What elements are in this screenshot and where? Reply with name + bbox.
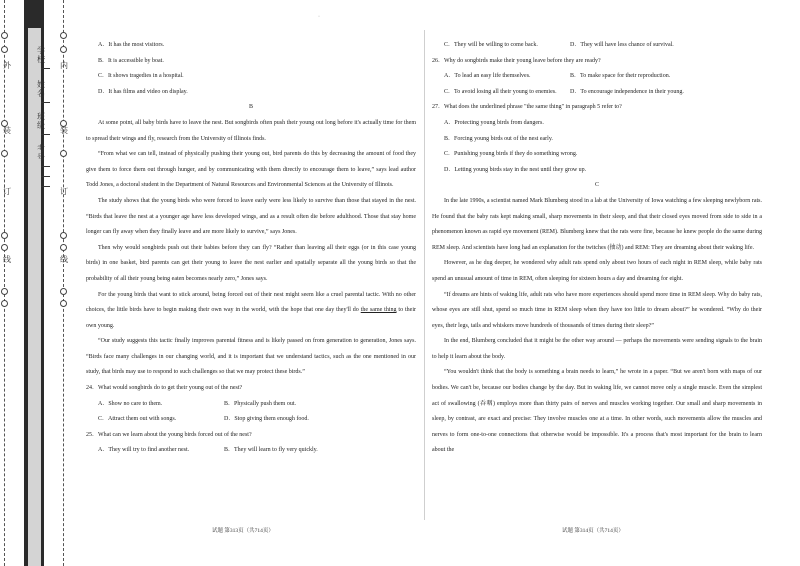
field-line xyxy=(41,166,50,167)
field-line xyxy=(41,186,50,187)
option-line: B．It is accessible by boat. xyxy=(98,57,164,64)
passage-c-paragraph: “You wouldn't think that the body is something a brain needs to learn,” he wrote in a paper. “But we aren't born with maps of our bodies. We can't be, because our bodies change by the day. But in waking life, we cannot move only a single muscle. Even the simplest act of swallowing (吞咽) employs more than thirty pairs of nerves and muscles working together. Our small and sharp movements in sleep, by contrast, are exact and precise: They involve muscles one at a time. In other words, such movements allow the muscles and nerves to form one-to-one connections that otherwise would be impossible. It's a process that's most important for the brain to learn about the xyxy=(432,369,762,454)
option-a: A．To lead an easy life themselves. xyxy=(444,73,531,80)
option-c: C．To avoid losing all their young to enemies. xyxy=(444,88,557,95)
passage-b-paragraph xyxy=(86,288,416,335)
field-name-label: 姓名 xyxy=(37,80,45,98)
passage-c-paragraph: In the end, Blumberg concluded that it might be the other way around — perhaps the movements were sending signals to the brain to help it learn about the body. xyxy=(432,338,762,360)
binding-hole xyxy=(1,232,8,239)
binding-hole xyxy=(60,32,67,39)
page-footer-right: 试题 第314页（共714页） xyxy=(562,528,624,534)
passage-c-paragraph: “If dreams are hints of waking life, adult rats who have more experiences should spend more time in REM sleep. Why do baby rats, whose eyes are still shut, spend so much time in REM sleep when they have too little to dream about?” he wondered. “Why do their eyes, their legs, tails and whiskers move hundreds of thousands of times during their sleep?” xyxy=(432,291,762,329)
question-25-options-ab xyxy=(86,443,416,459)
question-24-stem: 24．What would songbirds do to get their young out of the nest? xyxy=(86,385,243,392)
margin-label-inner: 内 xyxy=(60,61,68,70)
binding-strip-inner xyxy=(28,28,41,566)
passage-b-paragraph: “Our study suggests this tactic finally improves parental fitness and is likely passed on from generation to generation, Jones says. “Birds face many challenges in our changing world, and it is important that we understand tactics, such as the one mentioned in our study, that birds may use to respond to such challenges so that we may protect these birds.” xyxy=(86,338,416,376)
section-b-heading: B xyxy=(248,104,253,111)
margin-label-outer: 外 xyxy=(3,61,11,70)
inner-cut-line xyxy=(63,0,64,566)
margin-label-binding: 装 xyxy=(60,126,68,135)
option-a: A．Protecting young birds from dangers. xyxy=(444,119,544,126)
field-line xyxy=(41,102,50,103)
right-column xyxy=(432,38,762,459)
section-c-heading: C xyxy=(594,182,599,189)
paragraph-text: For the young birds that want to stick around, being forced out of their nest might seem like a cruel parental tactic. With no other choices, the little birds have to begin making their own way in the world, with the hope that one day they'll do xyxy=(86,291,416,314)
question-24-options-cd xyxy=(86,412,416,428)
margin-label-staple: 订 xyxy=(3,187,11,196)
binding-hole xyxy=(60,244,67,251)
question-24-options-ab xyxy=(86,397,416,413)
option-b: B．They will learn to fly very quickly. xyxy=(224,447,318,454)
field-class-label: 班级 xyxy=(37,112,45,130)
option-a: A．They will try to find another nest. xyxy=(98,447,190,454)
passage-b-paragraph: Then why would songbirds push out their babies before they can fly? “Rather than leaving all their eggs (or in this case young birds) in one basket, bird parents can get their young to leave the nest earlier and spatially separate all the young birds so that the probability of all their young being eaten becomes nearly zero,” Jones says. xyxy=(86,244,416,282)
option-d: D．They will have less chance of survival. xyxy=(570,42,674,48)
left-column xyxy=(86,38,416,459)
question-26-stem: 26．Why do songbirds make their young leave before they are ready? xyxy=(432,57,601,64)
binding-hole xyxy=(1,244,8,251)
option-c: C．Punishing young birds if they do something wrong. xyxy=(444,151,578,158)
option-c: C．They will be willing to come back. xyxy=(444,42,538,48)
binding-hole xyxy=(60,300,67,307)
option-d: D．Stop giving them enough food. xyxy=(224,416,309,423)
passage-b-paragraph: At some point, all baby birds have to leave the nest. But songbirds often push their young out long before it's actually time for them to spread their wings and fly, research from the University of Illinois finds. xyxy=(86,119,416,142)
option-d: D．Letting young birds stay in the nest until they grow up. xyxy=(444,166,587,173)
margin-label-binding: 装 xyxy=(3,126,11,135)
question-27-stem: 27．What does the underlined phrase "the same thing" in paragraph 5 refer to? xyxy=(432,104,622,111)
binding-hole xyxy=(1,46,8,53)
option-d: D．To encourage independence in their young. xyxy=(570,88,684,95)
field-line xyxy=(41,134,50,135)
margin-label-line: 线 xyxy=(60,255,68,264)
option-c: C．Attract them out with songs. xyxy=(98,416,177,423)
binding-hole xyxy=(60,46,67,53)
page-footer-left: 试题 第313页（共714页） xyxy=(212,528,274,534)
header-dot: · xyxy=(318,14,320,20)
binding-hole xyxy=(1,150,8,157)
binding-hole xyxy=(60,288,67,295)
question-26-options-ab xyxy=(432,69,762,85)
binding-margin xyxy=(0,0,70,566)
binding-hole xyxy=(1,32,8,39)
binding-hole xyxy=(60,150,67,157)
passage-c-paragraph: However, as he dug deeper, he wondered why adult rats spend only about two hours of each night in REM sleep, while baby rats spend an unusual amount of time in REM, often sleeping for sixteen hours a day and dreaming for eight. xyxy=(432,260,762,282)
margin-label-line: 线 xyxy=(3,255,11,264)
paragraph-text: to their own young. xyxy=(86,307,416,329)
field-exam-number-label: 考号 xyxy=(37,144,45,162)
outer-cut-line xyxy=(4,0,5,566)
field-line xyxy=(41,176,50,177)
question-26-options-cd xyxy=(432,85,762,101)
column-divider xyxy=(424,30,425,520)
passage-b-paragraph: The study shows that the young birds who were forced to leave early were less likely to survive than those that stayed in the nest. “Birds that leave the nest at a younger age have less developed wings, and as a result often die before adulthood. Those that stay home longer can fly away when they finally leave and are more likely to survive,” says Jones. xyxy=(86,197,416,236)
option-a: A．Show no care to them. xyxy=(98,400,163,407)
question-25-options-cd xyxy=(432,38,762,54)
question-25-stem: 25．What can we learn about the young birds forced out of the nest? xyxy=(86,431,252,438)
passage-c-paragraph: In the late 1990s, a scientist named Mark Blumberg stood in a lab at the University of Iowa watching a few sleeping newlyborn rats. He found that the baby rats kept making small, sharp movements in their sleep, and that their closed eyes moved from side to side in a phenomenon known as rapid eye movement (REM). Blumberg knew that the rats were fine, because he knew people do the same during REM sleep. And scientists have long had an explanation for the twitches (抽动) and REM: They are dreaming about their waking life. xyxy=(432,197,762,251)
binding-hole xyxy=(1,300,8,307)
passage-b-paragraph: “From what we can tell, instead of physically pushing their young out, bird parents do this by decreasing the amount of food they give them to force them out through hunger, and by communicating with them directly to encourage them to leave,” says lead author Todd Jones, a doctoral student in the Department of Natural Resources and Environmental Sciences at the University of Illinois. xyxy=(86,151,416,189)
margin-label-staple: 订 xyxy=(60,187,68,196)
option-line: A．It has the most visitors. xyxy=(98,42,165,48)
field-line xyxy=(41,68,50,69)
option-b: B．Forcing young birds out of the nest early. xyxy=(444,135,553,142)
option-b: B．Physically push them out. xyxy=(224,400,297,407)
option-line: C．It shows tragedies in a hospital. xyxy=(98,73,184,80)
option-line: D．It has films and video on display. xyxy=(98,88,188,95)
field-school-label: 学校 xyxy=(37,46,45,64)
underlined-phrase: the same thing xyxy=(360,307,397,314)
binding-hole xyxy=(60,232,67,239)
binding-hole xyxy=(1,288,8,295)
option-b: B．To make space for their reproduction. xyxy=(570,73,671,80)
